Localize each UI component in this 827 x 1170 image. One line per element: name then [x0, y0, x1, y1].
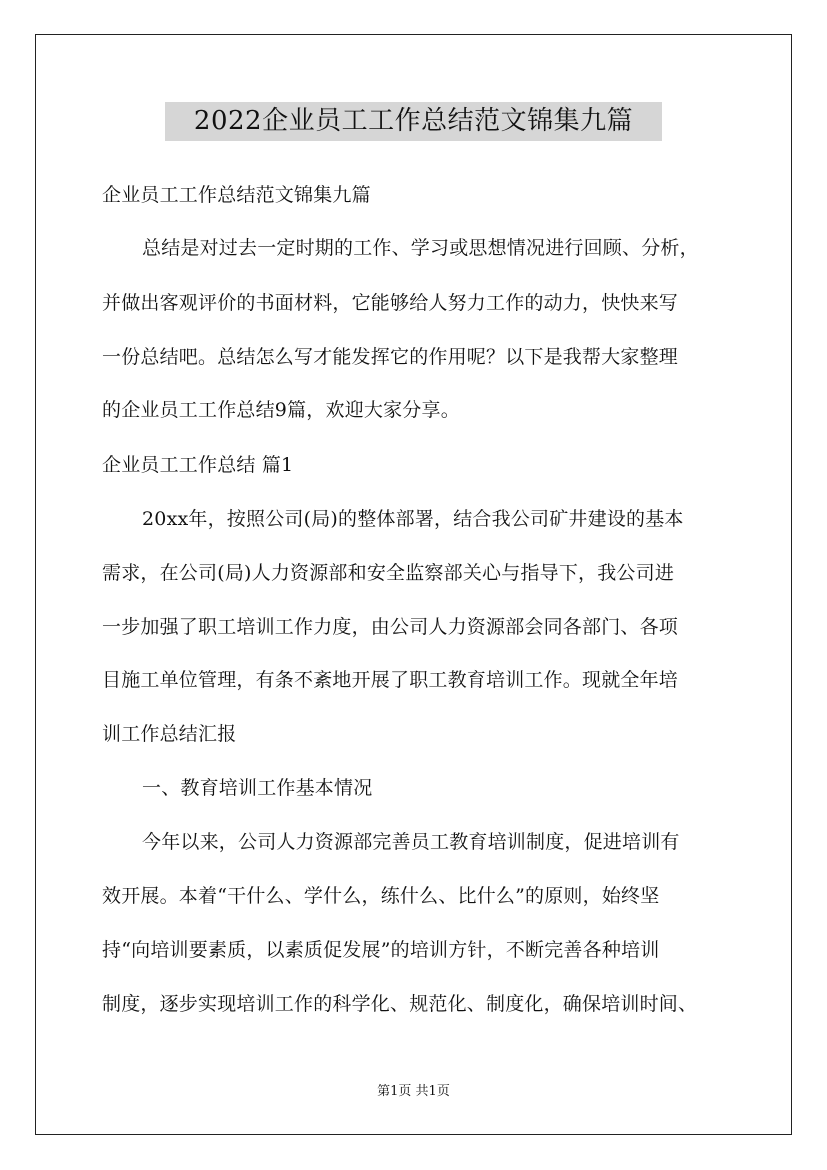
paragraph-line: 今年以来，公司人力资源部完善员工教育培训制度，促进培训有 [142, 831, 680, 853]
paragraph-line: 总结是对过去一定时期的工作、学习或思想情况进行回顾、分析， [142, 237, 699, 259]
paragraph-line: 效开展。本着“干什么、学什么，练什么、比什么”的原则，始终坚 [102, 885, 660, 907]
paragraph-line: 并做出客观评价的书面材料，它能够给人努力工作的动力，快快来写 [102, 292, 679, 314]
paragraph-line: 的企业员工工作总结9篇，欢迎大家分享。 [102, 399, 460, 421]
page-footer: 第1页 共1页 [377, 1084, 450, 1099]
subtitle-line: 企业员工工作总结范文锦集九篇 [102, 184, 371, 206]
document-title: 2022企业员工工作总结范文锦集九篇 [165, 102, 662, 141]
paragraph-line: 训工作总结汇报 [102, 723, 237, 745]
paragraph-line: 目施工单位管理，有条不紊地开展了职工教育培训工作。现就全年培 [102, 669, 679, 691]
paragraph-line: 20xx年，按照公司(局)的整体部署，结合我公司矿井建设的基本 [142, 508, 684, 530]
paragraph-line: 一份总结吧。总结怎么写才能发挥它的作用呢？以下是我帮大家整理 [102, 346, 679, 368]
subsection-heading: 一、教育培训工作基本情况 [142, 777, 373, 799]
paragraph-line: 需求，在公司(局)人力资源部和安全监察部关心与指导下，我公司进 [102, 562, 675, 584]
paragraph-line: 持“向培训要素质，以素质促发展”的培训方针，不断完善各种培训 [102, 939, 660, 961]
paragraph-line: 制度，逐步实现培训工作的科学化、规范化、制度化，确保培训时间、 [102, 993, 698, 1015]
paragraph-line: 一步加强了职工培训工作力度，由公司人力资源部会同各部门、各项 [102, 616, 679, 638]
section-heading: 企业员工工作总结 篇1 [102, 454, 294, 476]
